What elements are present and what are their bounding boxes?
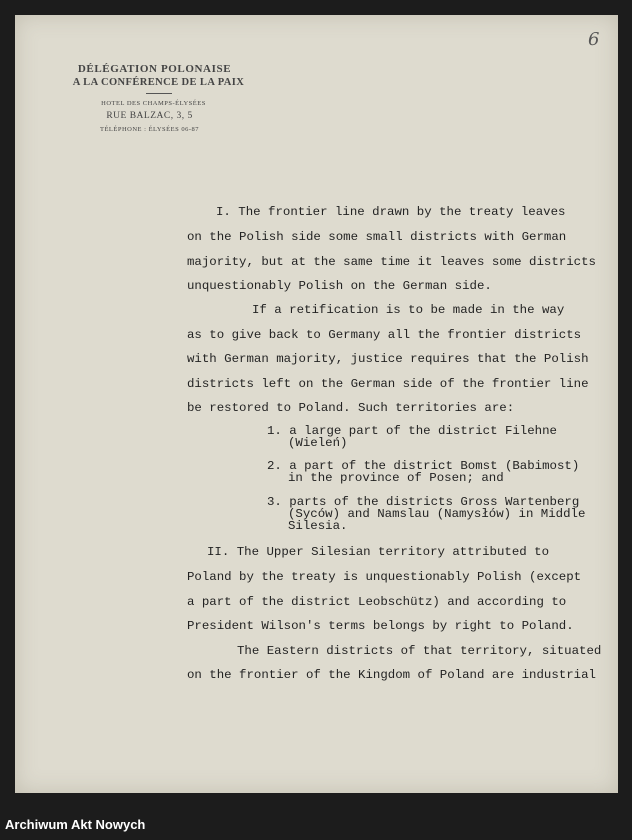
- text-line: I. The frontier line drawn by the treaty leaves: [216, 205, 566, 219]
- archive-watermark: Archiwum Akt Nowych: [5, 817, 146, 832]
- letterhead-ornament: [71, 88, 246, 98]
- text-line: The Eastern districts of that territory, situated: [237, 644, 602, 658]
- letterhead-line1: DÉLÉGATION POLONAISE: [77, 63, 232, 75]
- text-line: on the Polish side some small districts with German: [187, 230, 567, 244]
- text-line: Poland by the treaty is unquestionably Polish (except: [187, 570, 582, 584]
- text-line: majority, but at the same time it leaves some districts: [187, 255, 596, 269]
- text-line: unquestionably Polish on the German side.: [187, 279, 492, 293]
- letterhead-line2: A LA CONFÉRENCE DE LA PAIX: [72, 77, 245, 88]
- text-line: a part of the district Leobschütz) and according to: [187, 595, 567, 609]
- text-line: President Wilson's terms belongs by right to Poland.: [187, 619, 574, 633]
- letterhead-street: RUE BALZAC, 3, 5: [106, 111, 193, 121]
- letterhead-hotel: HOTEL DES CHAMPS-ÉLYSÉES: [101, 100, 206, 107]
- list-item: (Wieleń): [288, 436, 348, 450]
- text-line: on the frontier of the Kingdom of Poland are industrial: [187, 668, 596, 682]
- page-number: 6: [588, 29, 600, 50]
- list-item: 3. parts of the districts Gross Wartenberg: [267, 495, 580, 509]
- letterhead-phone: TÉLÉPHONE : ÉLYSÉES 06-87: [99, 126, 200, 133]
- text-line: as to give back to Germany all the frontier districts: [187, 328, 582, 342]
- list-item: in the province of Posen; and: [288, 471, 504, 485]
- text-line: districts left on the German side of the frontier line: [187, 377, 589, 391]
- text-line: If a retification is to be made in the way: [252, 303, 565, 317]
- list-item: Silesia.: [288, 519, 348, 533]
- list-item: (Syców) and Namslau (Namysłów) in Middle: [288, 507, 586, 521]
- text-line: be restored to Poland. Such territories are:: [187, 401, 515, 415]
- text-line: II. The Upper Silesian territory attributed to: [207, 545, 550, 559]
- text-line: with German majority, justice requires that the Polish: [187, 352, 589, 366]
- list-item: 2. a part of the district Bomst (Babimost): [267, 459, 580, 473]
- letterhead: [71, 63, 246, 133]
- list-item: 1. a large part of the district Filehne: [267, 424, 557, 438]
